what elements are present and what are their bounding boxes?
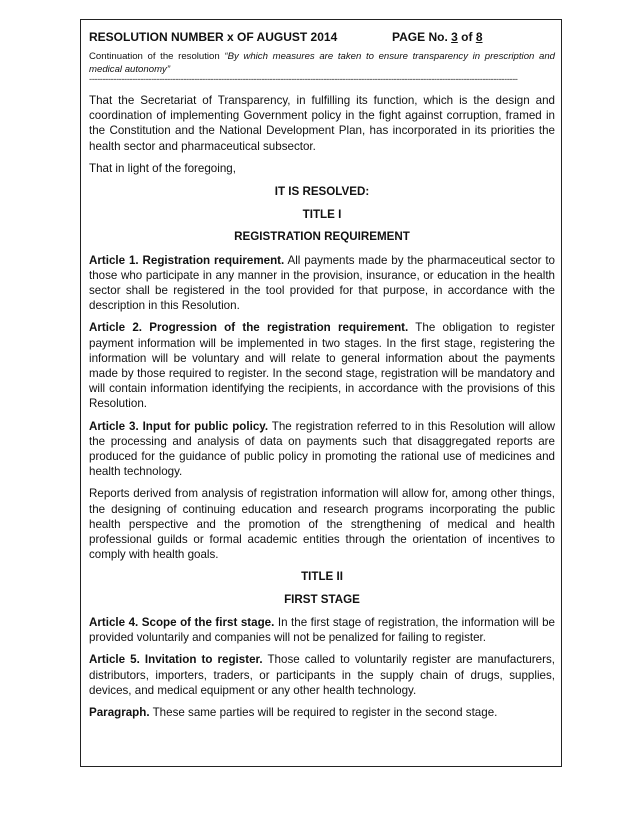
page-label: PAGE No. (392, 30, 452, 44)
document-body (89, 93, 555, 720)
resolution-number: RESOLUTION NUMBER x OF AUGUST 2014 (89, 30, 338, 44)
page-number (392, 30, 483, 44)
resolved-heading: IT IS RESOLVED: (274, 185, 370, 199)
article-2-text: The obligation to register payment information will be implemented in two stages. In the first stage, registering the information will be voluntary and will relate to general information about the payments made by those required to register. In the second stage, registration will be mandatory and will contain information identifying the recipients, in accordance with the provisions of this Resolution. (89, 321, 555, 411)
continuation-lead: Continuation of the resolution (89, 51, 225, 62)
page-header (89, 30, 555, 46)
continuation-line (89, 50, 555, 76)
article-2 (89, 320, 555, 411)
paragraph-note-heading: Paragraph. (89, 705, 150, 719)
title-2-number: TITLE II (301, 570, 343, 584)
page-current: 3 (451, 30, 458, 44)
article-4-text: In the first stage of registration, the information will be provided voluntarily and companies will not be penalized for failing to register. (89, 615, 555, 645)
title-1-name: REGISTRATION REQUIREMENT (234, 230, 410, 244)
page-of: of (457, 30, 476, 44)
article-5-text: Those called to voluntarily register are manufacturers, distributors, importers, traders, or participants in the supply chain of drugs, supplies, devices, and medical equipment or any other health technology. (89, 653, 555, 697)
title-2-name: FIRST STAGE (284, 592, 360, 606)
article-3-text: The registration referred to in this Resolution will allow the processing and analysis of data on payments such that disaggregated reports are produced for the guidance of public policy in promoting the rational use of medicines and health technology. (89, 419, 555, 479)
page-frame (80, 19, 562, 767)
title-1-number: TITLE I (302, 208, 342, 222)
article-1-text: All payments made by the pharmaceutical sector to those who participate in any manner in the provision, insurance, or education in the health sector shall be registered in the tool provided for that purpose, in accordance with the description in this Resolution. (89, 253, 555, 313)
separator-dashes: --------------------------------------------------------------------------------------------------------------------------------------------------------------- (89, 76, 518, 85)
article-2-heading: Article 2. Progression of the registration requirement. (89, 321, 409, 335)
article-3-paragraph-2: Reports derived from analysis of registration information will allow for, among other things, the designing of continuing education and research programs incorporating the public health perspective and the promotion of the strengthening of medical and health professional guilds or formal academic entities through the orientation of incentives to comply with health goals. (89, 487, 555, 562)
article-4-heading: Article 4. Scope of the first stage. (89, 615, 275, 629)
foregoing-paragraph: That in light of the foregoing, (89, 161, 236, 175)
article-3-heading: Article 3. Input for public policy. (89, 419, 269, 433)
intro-paragraph: That the Secretariat of Transparency, in fulfilling its function, which is the design and coordination of implementing Government policy in the fight against corruption, framed in the Constitution and the National Development Plan, has incorporated in its priorities the health sector and pharmaceutical subsector. (89, 94, 555, 153)
page-total: 8 (475, 30, 483, 44)
article-4 (89, 615, 555, 645)
article-1 (89, 253, 555, 314)
paragraph-note (89, 705, 555, 720)
resolution-title: “By which measures are taken to ensure transparency in prescription and medical autonomy” (89, 51, 556, 75)
article-5-heading: Article 5. Invitation to register. (89, 653, 263, 667)
article-1-heading: Article 1. Registration requirement. (89, 253, 285, 267)
article-5 (89, 652, 555, 698)
paragraph-note-text: These same parties will be required to register in the second stage. (149, 705, 498, 719)
article-3 (89, 419, 555, 480)
